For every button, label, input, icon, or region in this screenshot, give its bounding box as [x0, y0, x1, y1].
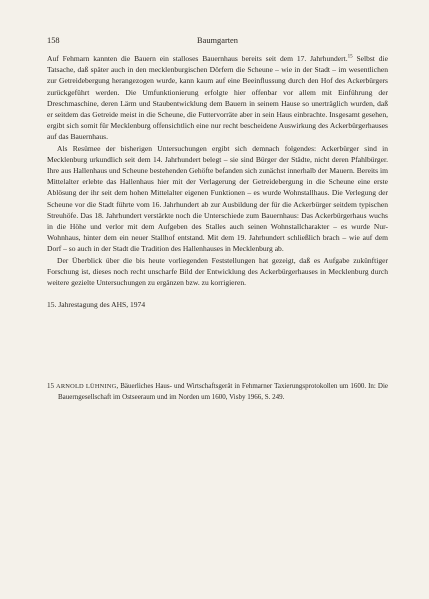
footnotes — [47, 381, 388, 403]
body-text — [47, 53, 388, 310]
paragraph-2: Als Resümee der bisherigen Untersuchungen ergibt sich demnach folgendes: Ackerbürger sind in Mecklenburg urkundlich seit dem 14. Jahrhundert belegt – sie sind Bürger der Städte, nicht deren Pfahlbürger. Ihre aus Hallenhaus und Scheune bestehenden Gehöfte befanden sich zunächst innerhalb der Mauern. Bereits im Mittelalter erlebte das Hallenhaus hier mit der Verlagerung der Getreidebergung in die Scheune eine erste Ablösung der ihr seit dem hohen Mittelalter eigenen Funktionen – es wurde Wohnstallhaus. Die Verlegung der Scheune vor die Stadt führte vom 16. Jahrhundert ab zur Ausbildung der für die Ackerbürger seitdem typischen Streuhöfe. Das 18. Jahrhundert verstärkte noch die Unterschiede zum Bauernhaus: Das Ackerbürgerhaus wuchs in die Höhe und verlor mit dem Aufgeben des Stalles auch seinen Wohnstallcharakter – es wurde Nur-Wohnhaus, hinter dem ein neuer Stallhof entstand. Mit dem 19. Jahrhundert schließlich brach – wie auf dem Dorf – so auch in der Stadt die Tradition des Hallenhauses in Mecklenburg ab. — [47, 143, 388, 254]
footnote-text: , Bäuerliches Haus- und Wirtschaftsgerät in Fehmarner Taxierungsprotokollen um 1600. In: Die Bauerngesellschaft im Ostseeraum und im Norden um 1600, Visby 1966, S. 249. — [58, 382, 388, 402]
page-header — [47, 36, 388, 48]
footnote-15 — [47, 381, 388, 403]
paragraph-4: 15. Jahrestagung des AHS, 1974 — [47, 300, 146, 310]
paragraph-1-start: Auf Fehmarn kannten die Bauern ein stalloses Bauernhaus bereits seit dem 17. Jahrhundert. — [47, 54, 348, 63]
footnote-author: ARNOLD LÜHNING — [56, 383, 117, 390]
running-head: Baumgarten — [197, 36, 238, 45]
paragraph-1-rest: Selbst die Tatsache, daß später auch in den mecklenburgischen Dörfern die Scheune – wie in der Stadt – im wesentlichen zur Getreidebergung herangezogen wurde, kann kaum auf eine Beeinflussung durch den Hof des Ackerbürgers zurückgeführt werden. Die Umfunktionierung erfolgte hier offenbar vor allem mit Einführung der Dreschmaschine, deren Lärm und Staubentwicklung dem Bauern in seinem Hause so unerträglich wurden, daß er seitdem das Getreide meist in die Scheune, die Futtervorräte aber in sein Haus einbrachte. Insgesamt gesehen, ergibt sich somit für Mecklenburg offensichtlich eine nur recht bescheidene Auswirkung des Ackerbürgerhauses auf das Bauernhaus. — [47, 54, 388, 142]
paragraph-1 — [47, 53, 388, 143]
footnote-reference: 15 — [347, 54, 353, 60]
paragraph-3: Der Überblick über die bis heute vorliegenden Feststellungen hat gezeigt, daß es Aufgabe zukünftiger Forschung ist, dieses noch recht unscharfe Bild der Entwicklung des Ackerbürgerhauses in Mecklenburg durch weitere gezielte Untersuchungen zu ergänzen bzw. zu korrigieren. — [47, 255, 388, 288]
page-number: 158 — [47, 36, 60, 45]
footnote-number: 15 — [47, 382, 54, 390]
